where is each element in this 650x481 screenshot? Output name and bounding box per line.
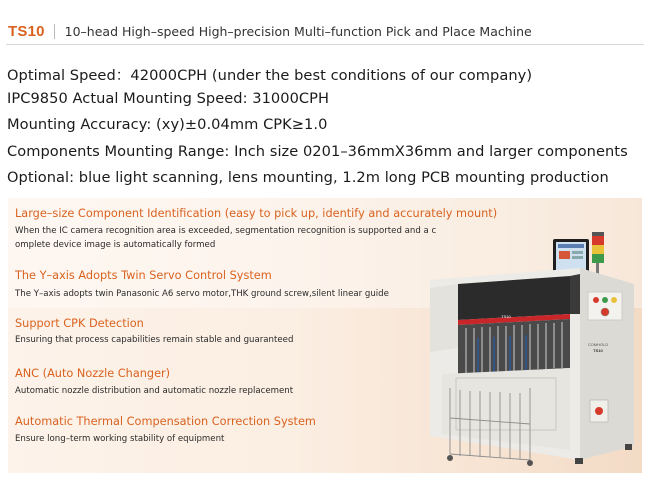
pick-and-place-machine-image [420,228,648,468]
spec-speed: Optimal Speed：42000CPH (under the best conditions of our company) [7,67,533,84]
spec-optional: Optional: blue light scanning, lens mounting, 1.2m long PCB mounting production [7,169,609,186]
product-subtitle: 10–head High–speed High–precision Multi–function Pick and Place Machine [64,23,532,39]
header-divider [54,24,55,39]
spec-range: Components Mounting Range: Inch size 0201–36mmX36mm and larger components [7,143,628,160]
machine-brand-label: COMHOLD [587,342,609,347]
feature-desc-y-axis: The Y–axis adopts twin Panasonic A6 servo motor,THK ground screw,silent linear guide [15,289,389,299]
machine-model-label: TS10 [593,348,603,353]
feature-desc-cpk: Ensuring that process capabilities remain stable and guaranteed [15,335,294,345]
feature-title-cpk: Support CPK Detection [15,317,144,330]
page-header [8,20,532,42]
feature-desc-thermal: Ensure long–term working stability of equipment [15,434,225,444]
spec-accuracy: Mounting Accuracy: (xy)±0.04mm CPK≥1.0 [7,116,328,133]
header-rule [6,44,644,45]
spec-ipc-speed: IPC9850 Actual Mounting Speed: 31000CPH [7,90,330,107]
feature-title-large-component: Large–size Component Identification (easy to pick up, identify and accurately mount) [15,207,498,220]
feature-desc-anc: Automatic nozzle distribution and automatic nozzle replacement [15,386,294,396]
feature-title-thermal: Automatic Thermal Compensation Correction System [15,415,316,428]
feature-desc-large-component-2: omplete device image is automatically formed [15,240,216,250]
model-name: TS10 [8,22,45,40]
feature-desc-large-component-1: When the IC camera recognition area is exceeded, segmentation recognition is supported and a c [15,226,437,236]
feature-title-y-axis: The Y–axis Adopts Twin Servo Control System [15,269,272,282]
machine-strip-label: TS10 [501,314,511,319]
feature-title-anc: ANC (Auto Nozzle Changer) [15,367,171,380]
machine-body [430,268,634,466]
